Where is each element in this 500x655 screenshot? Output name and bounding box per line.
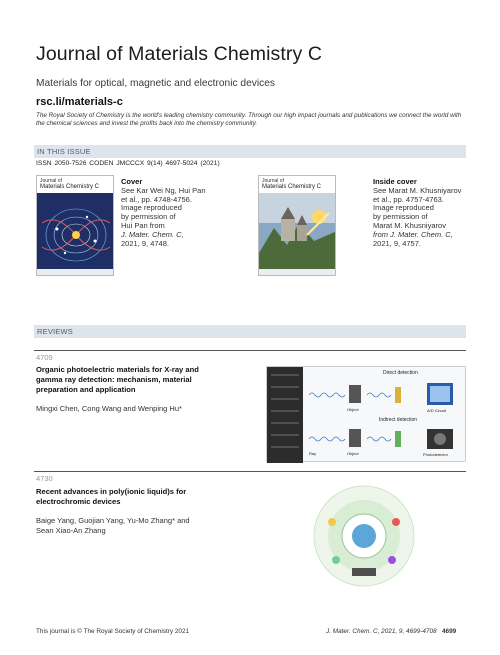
inside-cover-citation-2: 2021, 9, 4757.	[373, 238, 421, 248]
article-title-line: preparation and application	[36, 385, 136, 394]
in-this-issue-band	[34, 145, 466, 158]
footer-citation: J. Mater. Chem. C, 2021, 9, 4699-4708	[326, 628, 437, 635]
detection-diagram	[267, 367, 467, 463]
electrochromic-figure	[312, 484, 416, 588]
object-label: Object	[347, 407, 359, 412]
front-cover-caption-line: See Kar Wei Ng, Hui Pan	[121, 185, 206, 195]
article-divider	[34, 471, 466, 472]
inside-cover-caption	[373, 178, 461, 248]
photodetector-label: Photodetector	[423, 452, 448, 457]
front-cover-heading: Cover	[121, 177, 143, 186]
article-authors-line: Baige Yang, Guojian Yang, Yu-Mo Zhang* and	[36, 516, 190, 525]
article-authors: Mingxi Chen, Cong Wang and Wenping Hu*	[36, 404, 182, 413]
footer-page-number: 4699	[442, 628, 457, 635]
article-page-number: 4730	[36, 474, 53, 483]
cover-thumb-title-line2: Materials Chemistry C	[262, 184, 322, 190]
front-cover-caption-line: Image reproduced	[121, 203, 182, 213]
footer-copyright: This journal is © The Royal Society of Chemistry 2021	[36, 628, 190, 635]
inside-cover-caption-line: Marat M. Khusniyarov	[373, 220, 446, 230]
inside-cover-caption-line: et al., pp. 4757-4763.	[373, 194, 444, 204]
issn-line: ISSN 2050-7526 CODEN JMCCCX 9(14) 4697-5024 (2021)	[36, 160, 220, 167]
front-cover-artwork	[37, 193, 114, 276]
article-title-line: Recent advances in poly(ionic liquid)s for	[36, 487, 187, 496]
journal-blurb: The Royal Society of Chemistry is the world's leading chemistry community. Through our high impact journals and publications we connect the world with the chemical sciences and invest the profits back into the chemistry community.	[36, 112, 462, 128]
article-title[interactable]	[36, 487, 186, 507]
front-cover-citation: J. Mater. Chem. C,	[121, 229, 184, 239]
inside-cover-citation: from J. Mater. Chem. C,	[373, 229, 453, 239]
front-cover-image[interactable]	[36, 175, 114, 276]
cover-thumb-title-line1: Journal of	[262, 178, 284, 184]
inside-cover-caption-line: Image reproduced	[373, 203, 434, 213]
article-title-line: Organic photoelectric materials for X-ray and	[36, 365, 199, 374]
inside-cover-heading: Inside cover	[373, 177, 417, 186]
article-title-line: electrochromic devices	[36, 497, 121, 506]
front-cover-citation-2: 2021, 9, 4748.	[121, 238, 169, 248]
front-cover-caption-line: by permission of	[121, 212, 176, 222]
indirect-detection-label: Indirect detection	[379, 417, 418, 423]
circuit-label: A/D Circuit	[427, 408, 447, 413]
inside-cover-image[interactable]	[258, 175, 336, 276]
article-divider	[34, 350, 466, 351]
article-authors	[36, 516, 190, 536]
article-title-line: gamma ray detection: mechanism, material	[36, 375, 192, 384]
reviews-band	[34, 325, 466, 338]
object-label: Object	[347, 451, 359, 456]
reviews-heading: REVIEWS	[37, 327, 73, 336]
article-title[interactable]	[36, 365, 199, 395]
inside-cover-artwork	[259, 193, 336, 276]
direct-detection-label: Direct detection	[383, 370, 418, 376]
article-page-number: 4709	[36, 353, 53, 362]
cover-thumb-title-line2: Materials Chemistry C	[40, 184, 100, 190]
journal-title: Journal of Materials Chemistry C	[36, 43, 323, 65]
detection-figure	[266, 366, 466, 462]
journal-subtitle: Materials for optical, magnetic and electronic devices	[36, 78, 275, 89]
inside-cover-caption-line: by permission of	[373, 212, 428, 222]
cover-thumb-title-line1: Journal of	[40, 178, 62, 184]
ray-label: Ray	[309, 451, 317, 456]
journal-url[interactable]: rsc.li/materials-c	[36, 96, 123, 108]
in-this-issue-heading: IN THIS ISSUE	[37, 147, 91, 156]
front-cover-caption	[121, 178, 206, 248]
inside-cover-caption-line: See Marat M. Khusniyarov	[373, 185, 462, 195]
front-cover-caption-line: et al., pp. 4748-4756.	[121, 194, 192, 204]
article-authors-line: Sean Xiao-An Zhang	[36, 526, 106, 535]
front-cover-caption-line: Hui Pan from	[121, 220, 165, 230]
